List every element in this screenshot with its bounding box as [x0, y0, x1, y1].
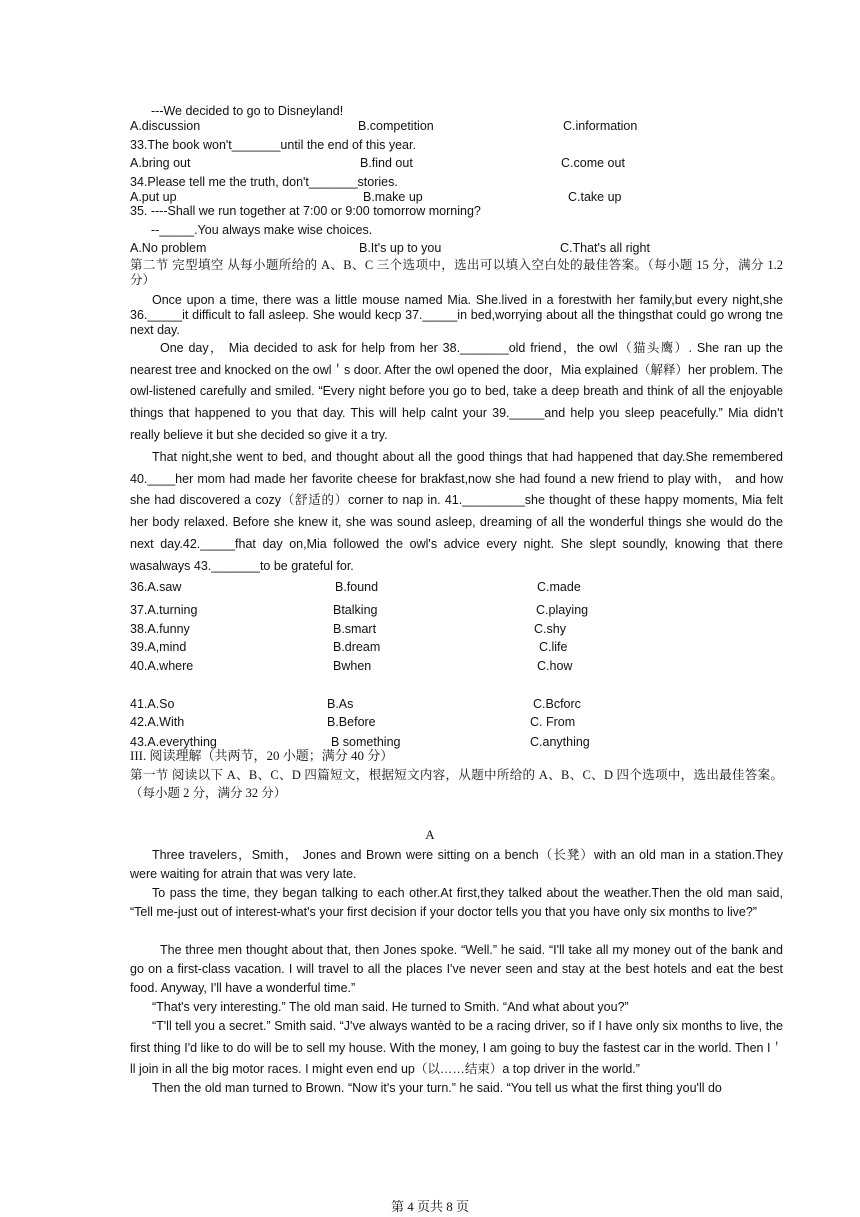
cloze-option-row-39-a: 39.A,mind	[130, 640, 187, 654]
q33-option-a: A.bring out	[130, 156, 191, 170]
cloze-option-row-37-a: 37.A.turning	[130, 603, 198, 617]
q32-option-a: A.discussion	[130, 119, 201, 133]
cloze-option-row-36-b: B.found	[335, 580, 379, 594]
cloze-option-row-38-b: B.smart	[333, 622, 377, 636]
q33-stem: 33.The book won't_______until the end of this year.	[130, 138, 416, 152]
passage-a-label: A	[425, 827, 435, 842]
q34-option-c: C.take up	[568, 190, 622, 204]
passage-a-paragraph-5: “T'll tell you a secret.” Smith said. “J've always wantèd to be a racing driver, so if I have only six months to live, the first thing I'd like to do will be to sell my house. With the money, I am going to buy the fastest car in the world. Then I＇ll join in all the big motor races. I might even end up（以……结束）a top driver in the world.”	[130, 1019, 783, 1077]
cloze-option-row-41-c: C.Bcforc	[533, 697, 581, 711]
passage-a-paragraph-3: The three men thought about that, then Jones spoke. “Well.” he said. “I'll take all my money out of the bank and go on a first-class vacation. I will travel to all the places I've never seen and stay at the best hotels and eat the best food. Anyway, I'll have a wonderful time.”	[130, 943, 783, 995]
passage-a-paragraph-4: “That's very interesting.” The old man said. He turned to Smith. “And what about you?”	[152, 1000, 629, 1014]
cloze-paragraph-2: One day， Mia decided to ask for help from her 38._______old friend，the owl（猫头鹰）. She ran up the nearest tree and knocked on the owl＇s door. After the owl opened the door，Mia explained（解释）her problem. The owl-listened carefully and smiled. “Every night before you go to bed, take a deep breath and think of all the enjoyable things that happened to you that day. This will help calnt your 39._____and help you sleep peacefully.” Mia didn't really believe it but she decided so give it a try.	[130, 341, 783, 442]
q35-reply: --_____.You always make wise choices.	[151, 223, 373, 237]
q33-option-c: C.come out	[561, 156, 625, 170]
cloze-option-row-36-c: C.made	[537, 580, 581, 594]
q35-option-a: A.No problem	[130, 241, 207, 255]
q32-option-c: C.information	[563, 119, 638, 133]
passage-a-paragraph-1: Three travelers，Smith， Jones and Brown were sitting on a bench（长凳）with an old man in a station.They were waiting for atrain that was very late.	[130, 848, 783, 881]
cloze-option-row-42-c: C. From	[530, 715, 576, 729]
q34-option-b: B.make up	[363, 190, 423, 204]
cloze-option-row-42-a: 42.A.With	[130, 715, 185, 729]
cloze-option-row-41-b: B.As	[327, 697, 354, 711]
q35-option-c: C.That's all right	[560, 241, 650, 255]
cloze-option-row-40-a: 40.A.where	[130, 659, 194, 673]
cloze-paragraph-1: Once upon a time, there was a little mouse named Mia. She.lived in a forestwith her family,but every night,she 36._____it difficult to fall asleep. She would kecp 37._____in bed,worrying about all the thingsthat could go wrong tne next day.	[130, 293, 783, 337]
section2-heading: 第二节 完型填空 从每小题所给的 A、B、C 三个选项中，选出可以填入空白处的最佳答案。（每小题 15 分，满分 1.2 分）	[130, 258, 783, 287]
q32-option-b: B.competition	[358, 119, 434, 133]
q34-stem: 34.Please tell me the truth, don't_______stories.	[130, 175, 398, 189]
cloze-option-row-38-c: C.shy	[534, 622, 566, 636]
passage-a-paragraph-2: To pass the time, they began talking to each other.At first,they talked about the weather.Then the old man said, “Tell me-just out of interest-what's your first decision if your doctor tells you that you have only six months to live?”	[130, 886, 783, 919]
q33-option-b: B.find out	[360, 156, 413, 170]
cloze-paragraph-3: That night,she went to bed, and thought about all the good things that had happened that day.She remembered 40.____her mom had made her favorite cheese for brakfast,now she had found a new friend to play with， and how she had discovered a cozy（舒适的）corner to nap in. 41._________she thought of these happy moments, Mia felt her body relaxed. Before she knew it, she was sound asleep, dreaming of all the wonderful things she would do the next day.42._____fhat day on,Mia followed the owl's advice every night. She slept soundly, knowing that there wasalways 43._______to be grateful for.	[130, 450, 783, 573]
cloze-option-row-40-b: Bwhen	[333, 659, 372, 673]
cloze-option-row-43-a: 43.A.everything	[130, 735, 217, 749]
passage-a-paragraph-6: Then the old man turned to Brown. “Now it's your turn.” he said. “You tell us what the first thing you'll do	[152, 1081, 722, 1095]
cloze-option-row-36-a: 36.A.saw	[130, 580, 182, 594]
part3-heading: III. 阅读理解（共两节，20 小题；满分 40 分）	[130, 748, 394, 763]
q34-option-a: A.put up	[130, 190, 177, 204]
q35-option-b: B.It's up to you	[359, 241, 442, 255]
cloze-option-row-37-b: Btalking	[333, 603, 378, 617]
part3-subheading: 第一节 阅读以下 A、B、C、D 四篇短文，根据短文内容，从题中所给的 A、B、C、D 四个选项中，选出最佳答案。（每小题 2 分，满分 32 分）	[130, 768, 783, 800]
cloze-option-row-43-c: C.anything	[530, 735, 590, 749]
q35-stem: 35. ----Shall we run together at 7:00 or 9:00 tomorrow morning?	[130, 204, 481, 218]
cloze-option-row-37-c: C.playing	[536, 603, 589, 617]
cloze-option-row-39-b: B.dream	[333, 640, 381, 654]
cloze-option-row-39-c: C.life	[539, 640, 568, 654]
cloze-option-row-38-a: 38.A.funny	[130, 622, 190, 636]
cloze-option-row-40-c: C.how	[537, 659, 573, 673]
page-number: 第 4 页共 8 页	[390, 1199, 469, 1214]
cloze-option-row-43-b: B something	[331, 735, 401, 749]
q32-answer-line: ---We decided to go to Disneyland!	[151, 104, 344, 118]
cloze-option-row-42-b: B.Before	[327, 715, 376, 729]
cloze-option-row-41-a: 41.A.So	[130, 697, 175, 711]
